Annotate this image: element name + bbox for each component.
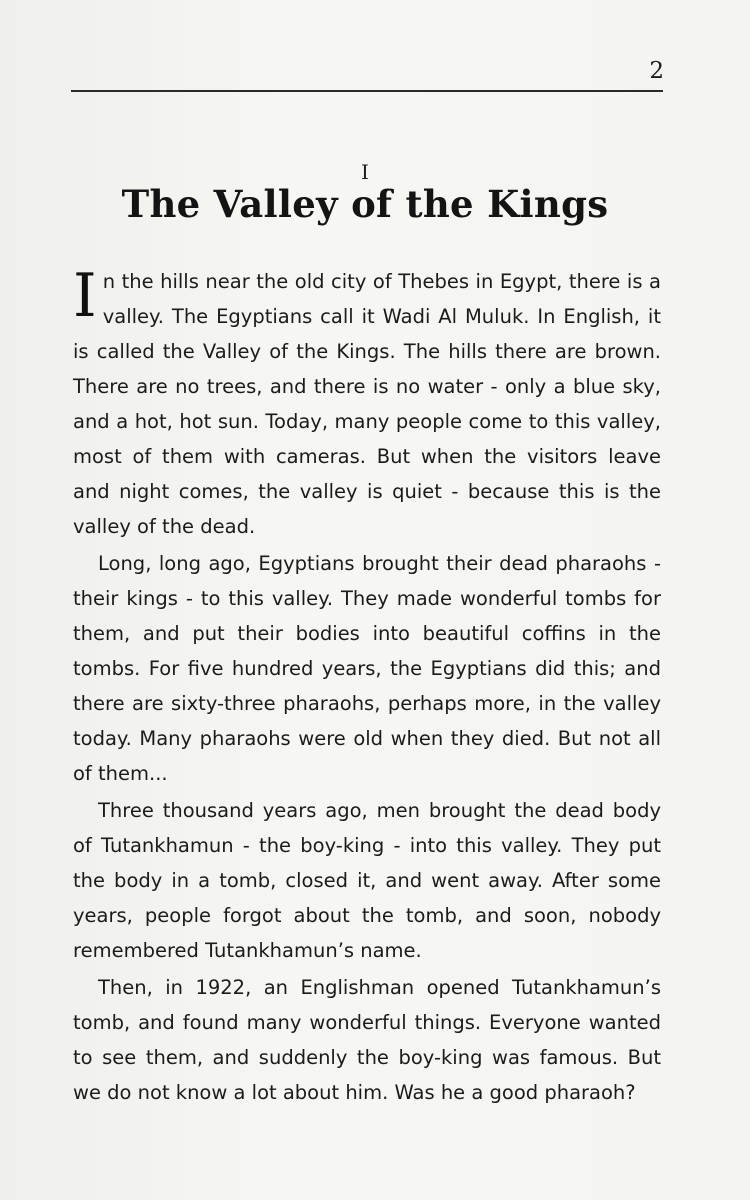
paragraph-2: Long, long ago, Egyptians brought their dead pharaohs - their kings - to this valley. They made wonderful tombs for them, and put their bodies into beautiful coffins in the tombs. For five hundred years, the Egyptians did this; and there are sixty-three pharaohs, perhaps more, in the valley today. Many pharaohs were old when they died. But not all of them... bbox=[73, 552, 661, 785]
paragraph-3: Three thousand years ago, men brought the dead body of Tutankhamun - the boy-king - into this valley. They put the body in a tomb, closed it, and went away. After some years, people forgot about the tomb, and soon, nobody remembered Tutankhamun’s name. bbox=[73, 799, 661, 962]
paragraph-1-text: n the hills near the old city of Thebes in Egypt, there is a valley. The Egyptians call it Wadi Al Muluk. In English, it is called the Valley of the Kings. The hills there are brown. There are no trees, and there is no water - only a blue sky, and a hot, hot sun. Today, many people come to this valley, most of them with cameras. But when the visitors leave and night comes, the valley is quiet - because this is the valley of the dead. bbox=[73, 270, 661, 538]
page-number: 2 bbox=[649, 58, 664, 84]
paragraph-1 bbox=[73, 261, 661, 544]
paragraph-4: Then, in 1922, an Englishman opened Tutankhamun’s tomb, and found many wonderful things. Everyone wanted to see them, and suddenly the boy-king was famous. But we do not know a lot about him. Was he a good pharaoh? bbox=[73, 976, 661, 1104]
header-rule bbox=[71, 90, 663, 92]
drop-cap: I bbox=[73, 261, 97, 331]
chapter-title: The Valley of the Kings bbox=[121, 182, 609, 226]
chapter-number: I bbox=[361, 160, 369, 184]
chapter-body bbox=[73, 261, 661, 1112]
bleed-through-header bbox=[225, 60, 405, 82]
